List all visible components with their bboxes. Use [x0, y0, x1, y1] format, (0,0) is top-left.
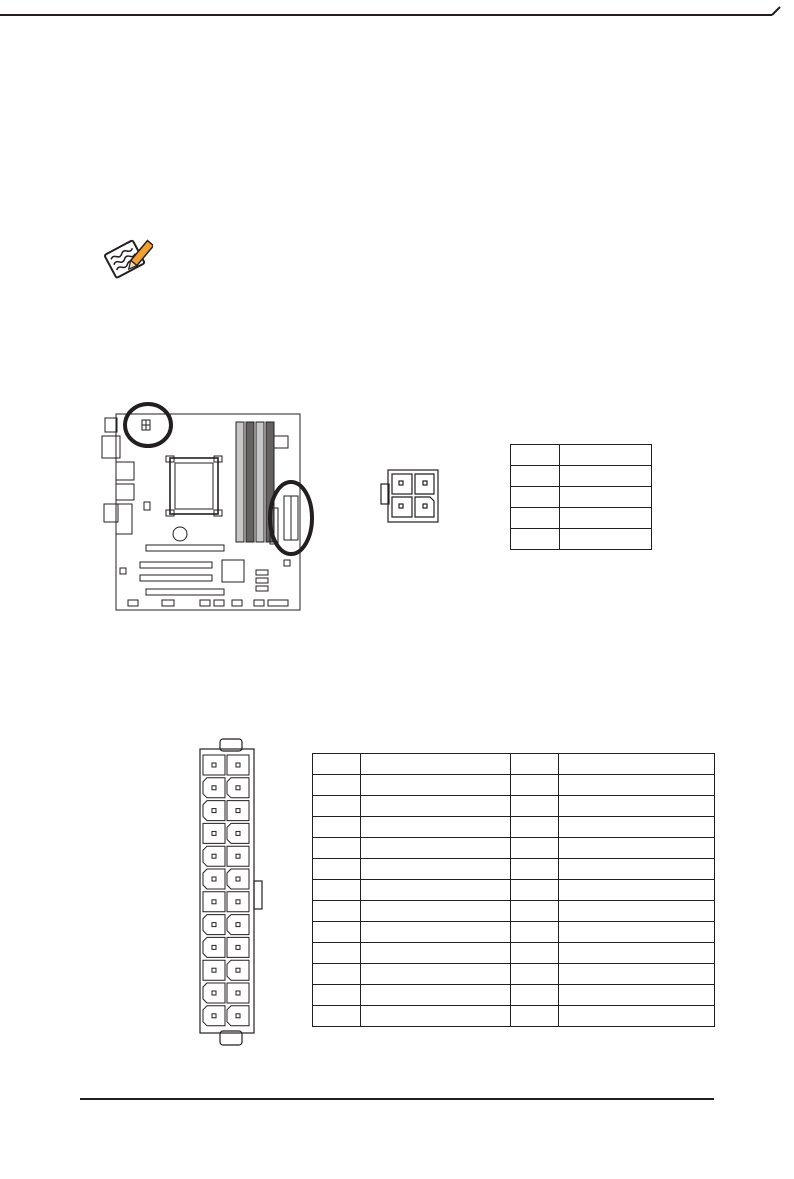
pin-contact — [236, 786, 240, 790]
table-cell — [510, 1006, 559, 1027]
connector-pin — [203, 778, 225, 798]
table-cell — [360, 901, 510, 922]
table-cell — [510, 985, 559, 1006]
table-cell — [313, 796, 361, 817]
table-cell — [313, 922, 361, 943]
table-cell — [360, 922, 510, 943]
table-row — [313, 838, 715, 859]
table-cell — [559, 796, 715, 817]
table-row — [313, 922, 715, 943]
connector-pin — [203, 983, 225, 1003]
table-cell — [510, 901, 559, 922]
table-row — [313, 859, 715, 880]
connector-pin — [203, 937, 225, 957]
table-cell — [510, 880, 559, 901]
table-cell — [313, 943, 361, 964]
atx-12v-4pin-connector — [378, 468, 440, 524]
table-cell — [313, 901, 361, 922]
table-cell — [510, 922, 559, 943]
table-cell — [559, 943, 715, 964]
table-cell — [360, 754, 510, 775]
connector-pin — [203, 960, 225, 980]
pin-contact — [212, 786, 216, 790]
connector-pin — [227, 1006, 249, 1026]
pin-contact — [212, 854, 216, 858]
pin-contact — [212, 1014, 216, 1018]
connector-pin — [203, 755, 225, 775]
table-cell — [360, 775, 510, 796]
atx-24pin-connector — [196, 737, 266, 1053]
table-cell — [313, 754, 361, 775]
table-cell — [559, 1006, 715, 1027]
table-row — [511, 466, 652, 487]
table-cell — [510, 775, 559, 796]
pin-contact — [236, 968, 240, 972]
pin-contact — [212, 900, 216, 904]
table-row — [313, 985, 715, 1006]
table-cell — [313, 859, 361, 880]
table-cell — [313, 775, 361, 796]
table-cell — [559, 985, 715, 1006]
table-row — [313, 964, 715, 985]
connector-pin — [227, 915, 249, 935]
table-cell — [360, 859, 510, 880]
connector-pin — [227, 778, 249, 798]
pin-contact — [212, 945, 216, 949]
table-cell — [559, 964, 715, 985]
pin-contact — [212, 968, 216, 972]
pin-contact — [236, 809, 240, 813]
connector-pin — [203, 915, 225, 935]
table-cell — [559, 817, 715, 838]
table-cell — [360, 1006, 510, 1027]
connector-pin — [227, 892, 249, 912]
table-row — [511, 508, 652, 529]
table-cell — [360, 796, 510, 817]
atx-12v-pin-table — [510, 444, 652, 550]
pin-contact — [212, 923, 216, 927]
atx-24pin-table — [312, 753, 715, 1027]
table-cell — [510, 943, 559, 964]
table-cell — [510, 796, 559, 817]
connector-pin — [203, 892, 225, 912]
table-cell — [313, 880, 361, 901]
connector-pin — [227, 755, 249, 775]
pin-contact — [236, 763, 240, 767]
connector-pin — [203, 846, 225, 866]
pin-contact — [236, 831, 240, 835]
connector-pin — [203, 1006, 225, 1026]
table-cell — [559, 859, 715, 880]
pin-contact — [236, 1014, 240, 1018]
pin-contact — [236, 923, 240, 927]
table-row — [313, 775, 715, 796]
table-cell — [360, 880, 510, 901]
motherboard-diagram — [100, 400, 325, 615]
table-cell — [360, 964, 510, 985]
table-cell — [559, 775, 715, 796]
pin-contact — [212, 877, 216, 881]
connector-pin — [227, 960, 249, 980]
table-row — [313, 901, 715, 922]
table-cell — [360, 943, 510, 964]
table-row — [511, 529, 652, 550]
pin-contact — [212, 831, 216, 835]
table-cell — [510, 817, 559, 838]
table-cell — [559, 838, 715, 859]
pin-contact — [236, 854, 240, 858]
pin-contact — [212, 991, 216, 995]
table-row — [313, 817, 715, 838]
table-cell — [313, 964, 361, 985]
connector-pin — [227, 823, 249, 843]
table-row — [313, 796, 715, 817]
table-cell — [313, 838, 361, 859]
pin-contact — [236, 991, 240, 995]
table-row — [313, 754, 715, 775]
connector-pin — [227, 983, 249, 1003]
table-cell — [313, 1006, 361, 1027]
table-cell — [559, 880, 715, 901]
table-cell — [360, 838, 510, 859]
table-cell — [559, 901, 715, 922]
pin-contact — [236, 945, 240, 949]
connector-pin — [227, 846, 249, 866]
connector-pin — [203, 801, 225, 821]
table-cell — [510, 838, 559, 859]
table-cell — [360, 817, 510, 838]
table-cell — [559, 754, 715, 775]
table-cell — [360, 985, 510, 1006]
connector-pin — [203, 823, 225, 843]
pin-contact — [236, 877, 240, 881]
pin-contact — [212, 763, 216, 767]
table-cell — [559, 922, 715, 943]
connector-pin — [227, 801, 249, 821]
table-cell — [510, 754, 559, 775]
note-pencil-icon — [103, 236, 153, 282]
connector-pin — [227, 869, 249, 889]
connector-pin — [227, 937, 249, 957]
table-row — [313, 1006, 715, 1027]
table-cell — [313, 985, 361, 1006]
pin-contact — [236, 900, 240, 904]
footer-rule — [80, 1098, 714, 1100]
table-cell — [510, 964, 559, 985]
table-row — [313, 943, 715, 964]
table-row — [511, 487, 652, 508]
table-cell — [510, 859, 559, 880]
table-row — [511, 445, 652, 466]
table-cell — [313, 817, 361, 838]
connector-pin — [203, 869, 225, 889]
pin-contact — [212, 809, 216, 813]
table-row — [313, 880, 715, 901]
